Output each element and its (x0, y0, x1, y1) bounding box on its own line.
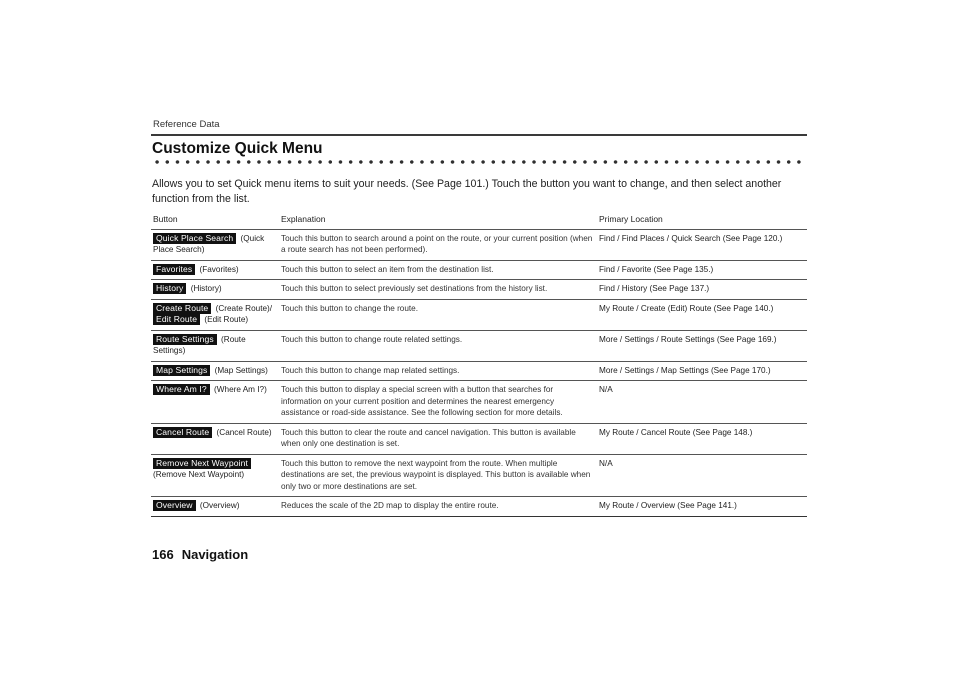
button-caption: (Edit Route) (202, 315, 249, 324)
table-row (151, 280, 807, 300)
button-caption: (Remove Next Waypoint) (153, 470, 245, 479)
quick-place-search-button: Quick Place Search (153, 233, 236, 244)
button-caption: (Quick Place Search) (153, 233, 265, 254)
page-footer (152, 547, 248, 562)
favorites-button: Favorites (153, 264, 195, 275)
button-cell (151, 280, 279, 300)
button-caption: (History) (188, 284, 222, 293)
create-route-button: Create Route (153, 303, 211, 314)
column-header-button: Button (151, 211, 279, 229)
location-cell: Find / Favorite (See Page 135.) (597, 260, 807, 280)
location-cell: My Route / Cancel Route (See Page 148.) (597, 423, 807, 454)
button-caption: (Where Am I?) (211, 385, 267, 394)
chapter-title: Navigation (181, 547, 249, 562)
location-cell: More / Settings / Route Settings (See Page 169.) (597, 330, 807, 361)
table-row (151, 497, 807, 517)
table-row (151, 299, 807, 330)
section-label: Reference Data (153, 119, 220, 130)
explanation-cell: Touch this button to clear the route and cancel navigation. This button is available when only one destination is set. (279, 423, 597, 454)
table-row (151, 330, 807, 361)
button-cell (151, 229, 279, 260)
location-cell: My Route / Create (Edit) Route (See Page 140.) (597, 299, 807, 330)
table-row (151, 454, 807, 497)
location-cell: N/A (597, 381, 807, 424)
location-cell: N/A (597, 454, 807, 497)
button-caption: (Create Route)/ (213, 303, 273, 313)
header-rule (151, 134, 807, 136)
button-cell (151, 381, 279, 424)
explanation-cell: Touch this button to change route related settings. (279, 330, 597, 361)
location-cell: Find / History (See Page 137.) (597, 280, 807, 300)
table-row (151, 381, 807, 424)
remove-next-waypoint-button: Remove Next Waypoint (153, 458, 251, 469)
table-header-row (151, 211, 807, 229)
route-settings-button: Route Settings (153, 334, 217, 345)
explanation-cell: Touch this button to select an item from the destination list. (279, 260, 597, 280)
table-row (151, 260, 807, 280)
page-number: 166 (152, 547, 174, 562)
explanation-cell: Touch this button to display a special screen with a button that searches for information on your current position and determines the nearest emergency assistance or road-side assistance. See the following section for more details. (279, 381, 597, 424)
button-cell (151, 361, 279, 381)
button-cell (151, 423, 279, 454)
page-title: Customize Quick Menu (152, 140, 323, 157)
button-caption: (Route Settings) (153, 334, 246, 355)
button-cell (151, 299, 279, 330)
explanation-cell: Touch this button to change map related settings. (279, 361, 597, 381)
map-settings-button: Map Settings (153, 365, 210, 376)
explanation-cell: Touch this button to search around a point on the route, or your current position (when a route search has not been performed). (279, 229, 597, 260)
column-header-explanation: Explanation (279, 211, 597, 229)
table-row (151, 229, 807, 260)
dotted-divider (152, 160, 802, 164)
button-caption: (Overview) (197, 501, 240, 510)
cancel-route-button: Cancel Route (153, 427, 212, 438)
history-button: History (153, 283, 186, 294)
overview-button: Overview (153, 500, 196, 511)
location-cell: My Route / Overview (See Page 141.) (597, 497, 807, 517)
table-row (151, 423, 807, 454)
explanation-cell: Reduces the scale of the 2D map to display the entire route. (279, 497, 597, 517)
button-caption: (Favorites) (197, 264, 239, 274)
button-cell (151, 260, 279, 280)
button-caption: (Map Settings) (212, 365, 268, 375)
button-cell (151, 330, 279, 361)
explanation-cell: Touch this button to change the route. (279, 299, 597, 330)
button-caption: (Cancel Route) (214, 427, 272, 437)
table-row (151, 361, 807, 381)
quick-menu-table (151, 211, 807, 517)
explanation-cell: Touch this button to remove the next waypoint from the route. When multiple destinations are set, the previous waypoint is displayed. This button is available when only two or more destinations are set. (279, 454, 597, 497)
explanation-cell: Touch this button to select previously set destinations from the history list. (279, 280, 597, 300)
intro-paragraph: Allows you to set Quick menu items to suit your needs. (See Page 101.) Touch the button you want to change, and then select another function from the list. (152, 178, 782, 205)
column-header-location: Primary Location (597, 211, 807, 229)
location-cell: More / Settings / Map Settings (See Page 170.) (597, 361, 807, 381)
where-am-i-button: Where Am I? (153, 384, 210, 395)
edit-route-button: Edit Route (153, 314, 200, 325)
button-cell (151, 454, 279, 497)
button-cell (151, 497, 279, 517)
location-cell: Find / Find Places / Quick Search (See Page 120.) (597, 229, 807, 260)
